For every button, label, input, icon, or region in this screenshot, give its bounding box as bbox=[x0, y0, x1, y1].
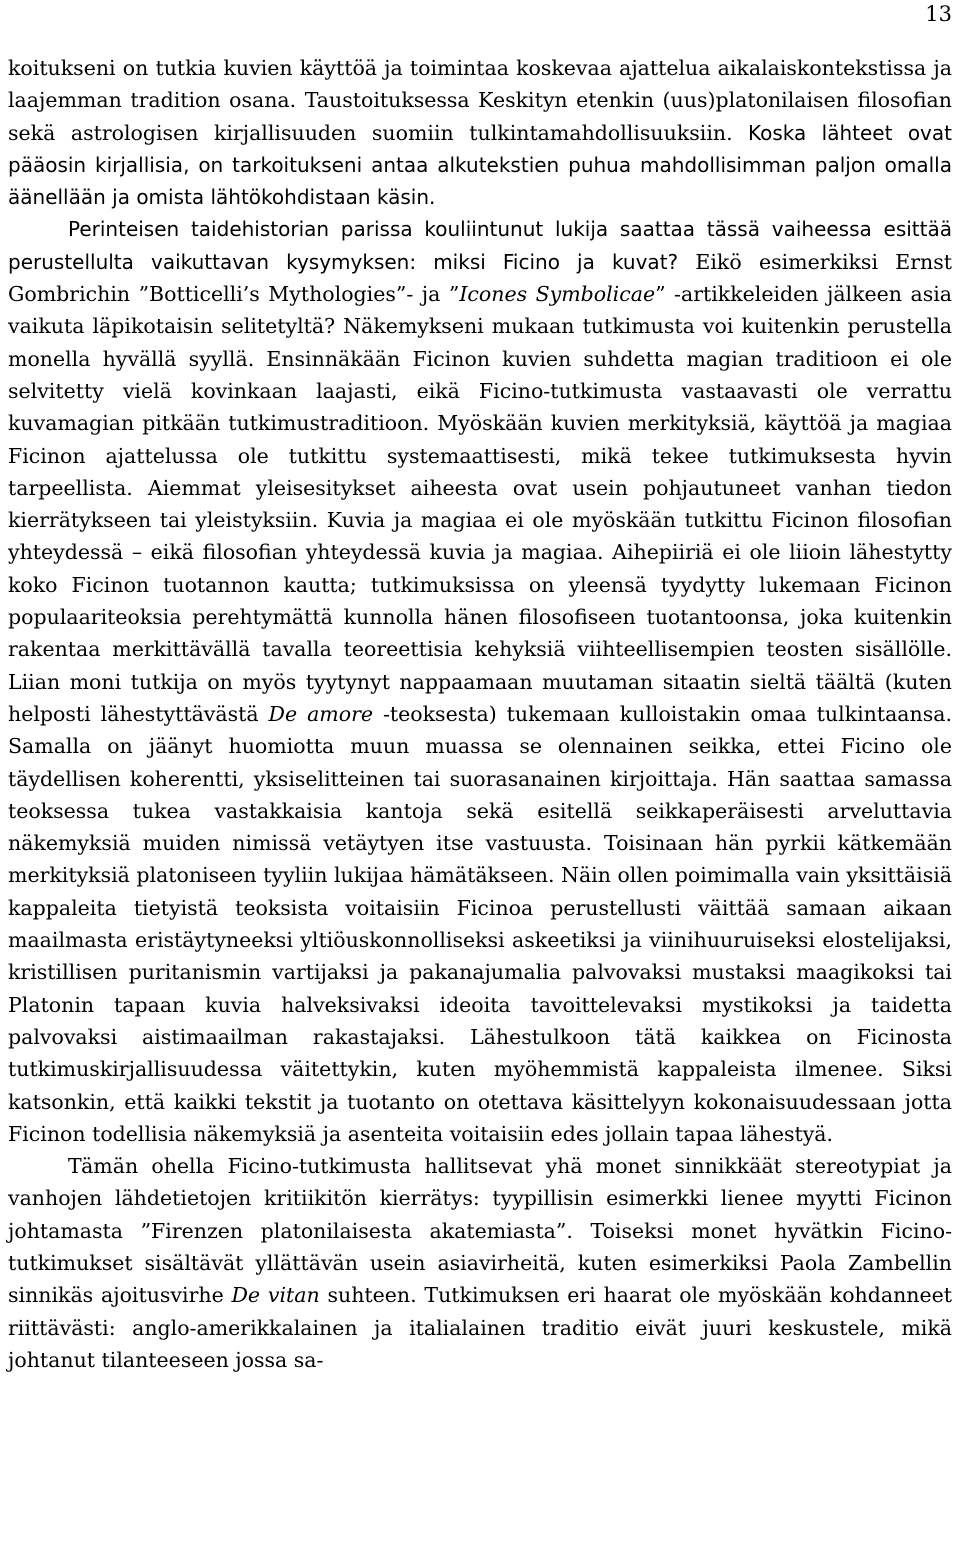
p3-sentence-3: Tutkimuksen eri haarat ole myöskään kohdanneet riittävästi: anglo-amerikkalainen ja italialainen traditio eivät juuri keskustele, mikä johtanut tilanteeseen jossa sa- bbox=[8, 1283, 952, 1372]
p2-sentence-10: Samalla on jäänyt huomiotta muun muassa se olennainen seikka, ettei Ficino ole täydellisen koherentti, yksiselitteinen tai suorasanainen kirjoittaja. bbox=[8, 734, 952, 791]
p2-sentence-5: Myöskään kuvien merkityksiä, käyttöä ja magiaa Ficinon ajattelussa ole tutkittu systemaattisesti, mikä tekee tutkimuksesta hyvin tarpeellista. bbox=[8, 411, 953, 500]
body-text bbox=[8, 52, 952, 1376]
p2-sentence-3: Näkemykseni mukaan tutkimusta voi kuitenkin perustella monella hyvällä syyllä. bbox=[8, 314, 952, 371]
p3-title-de-vitan: De vitan bbox=[231, 1283, 320, 1308]
p2-sentence-4: Ensinnäkään Ficinon kuvien suhdetta magian traditioon ei ole selvitetty vielä kovinkaan laajasti, eikä Ficino-tutkimusta vastaavasti ole verrattu kuvamagian pitkään tutkimustraditioon. bbox=[8, 346, 952, 436]
p3-sentence-1: Tämän ohella Ficino-tutkimusta hallitsevat yhä monet sinnikkäät stereotypiat ja vanhojen lähdetietojen kritiikitön kierrätys: tyypillisin esimerkki lienee myytti Ficinon johtamasta ”Firenzen platonilaisesta akatemiasta”. bbox=[8, 1154, 952, 1243]
p2-title-icones: Icones Symbolicae bbox=[459, 282, 656, 307]
p2-title-de-amore: De amore bbox=[268, 701, 374, 726]
p2-sentence-6: Aiemmat yleisesitykset aiheesta ovat usein pohjautuneet vanhan tiedon kierrätykseen tai yleistyksiin. bbox=[8, 475, 952, 533]
p2-sentence-8: Aihepiiriä ei ole liioin lähestytty koko Ficinon tuotannon kautta; tutkimuksissa on yleensä tyydytty lukemaan Ficinon populaariteoksia perehtymättä kunnolla hänen filosofiseen tuotantoonsa, joka kuitenkin rakentaa merkittävällä tavalla teoreettisia kehyksiä viihteellisempien teosten sisällölle. bbox=[8, 540, 952, 662]
p2-sentence-14: Lähestulkoon tätä kaikkea on Ficinosta tutkimuskirjallisuudessa väitettykin, kuten myöhemmistä kappaleista ilmenee. bbox=[8, 1024, 952, 1082]
paragraph-1 bbox=[8, 52, 952, 213]
p2-sentence-11: Hän saattaa samassa teoksessa tukea vastakkaisia kantoja sekä esitellä seikkaperäisesti arveluttavia näkemyksiä muiden nimissä vetäytyen itse vastuusta. bbox=[8, 766, 952, 856]
p2-sentence-1: Perinteisen taidehistorian parissa kouliintunut lukija saattaa tässä vaiheessa esittää perustellulta vaikuttavan kysymyksen: miksi Ficino ja kuvat? bbox=[8, 217, 952, 274]
paragraph-3 bbox=[8, 1150, 952, 1376]
p3-sentence-2: Toiseksi monet hyvätkin Ficino-tutkimukset sisältävät yllättävän usein asiavirheitä, kuten esimerkiksi Paola Zambellin sinnikäs ajoitusvirhe bbox=[8, 1218, 952, 1308]
p3-sentence-2b: suhteen. bbox=[319, 1283, 417, 1308]
p1-sentence-3: Koska lähteet ovat pääosin kirjallisia, on tarkoitukseni antaa alkutekstien puhua mahdollisimman paljon omalla äänellään ja omista lähtökohdistaan käsin. bbox=[8, 120, 952, 210]
p2-sentence-13: Näin ollen poimimalla vain yksittäisiä kappaleita tietyistä teoksista voitaisiin Ficinoa perustellusti väittää samaan aikaan maailmasta eristäytyneeksi yltiöuskonnolliseksi askeetiksi ja viinihuuruiseksi elostelijaksi, kristillisen puritanismin vartijaksi ja pakanajumalia palvovaksi mustaksi maagikoksi tai Platonin tapaan kuvia halveksivaksi ideoita tavoittelevaksi mystikoksi ja taidetta palvovaksi aistimaailman rakastajaksi. bbox=[8, 863, 952, 1049]
p2-sentence-9b: -teoksesta) tukemaan kulloistakin omaa tulkintaansa. bbox=[373, 701, 952, 726]
p2-sentence-7: Kuvia ja magiaa ei ole myöskään tutkittu Ficinon filosofian yhteydessä – eikä filosofian yhteydessä kuvia ja magiaa. bbox=[8, 508, 952, 565]
p2-sentence-9a: Liian moni tutkija on myös tyytynyt nappaamaan muutaman sitaatin sieltä täältä (kuten helposti lähestyttävästä bbox=[8, 669, 952, 726]
page-number: 13 bbox=[925, 2, 952, 26]
p1-sentence-1: koitukseni on tutkia kuvien käyttöä ja toimintaa koskevaa ajattelua aikalaiskontekstissa ja laajemman tradition osana. bbox=[8, 56, 952, 113]
p2-sentence-2a: Eikö esimerkiksi Ernst Gombrichin ”Botticelli’s Mythologies”- ja ” bbox=[8, 249, 952, 307]
p2-sentence-15: Siksi katsonkin, että kaikki tekstit ja tuotanto on otettava käsittelyyn kokonaisuudessaan jotta Ficinon todellisia näkemyksiä ja asenteita voitaisiin edes jollain tapaa lähestyä. bbox=[8, 1057, 952, 1146]
paragraph-2 bbox=[8, 213, 952, 1150]
p1-sentence-2: Taustoituksessa Keskityn etenkin (uus)platonilaisen filosofian sekä astrologisen kirjallisuuden suomiin tulkintamahdollisuuksiin. bbox=[8, 88, 952, 145]
p2-sentence-12: Toisinaan hän pyrkii kätkemään merkityksiä platoniseen tyyliin lukijaa hämätäkseen. bbox=[8, 831, 952, 888]
p2-sentence-2b: ” -artikkeleiden jälkeen asia vaikuta läpikotaisin selitetyltä? bbox=[8, 282, 952, 339]
